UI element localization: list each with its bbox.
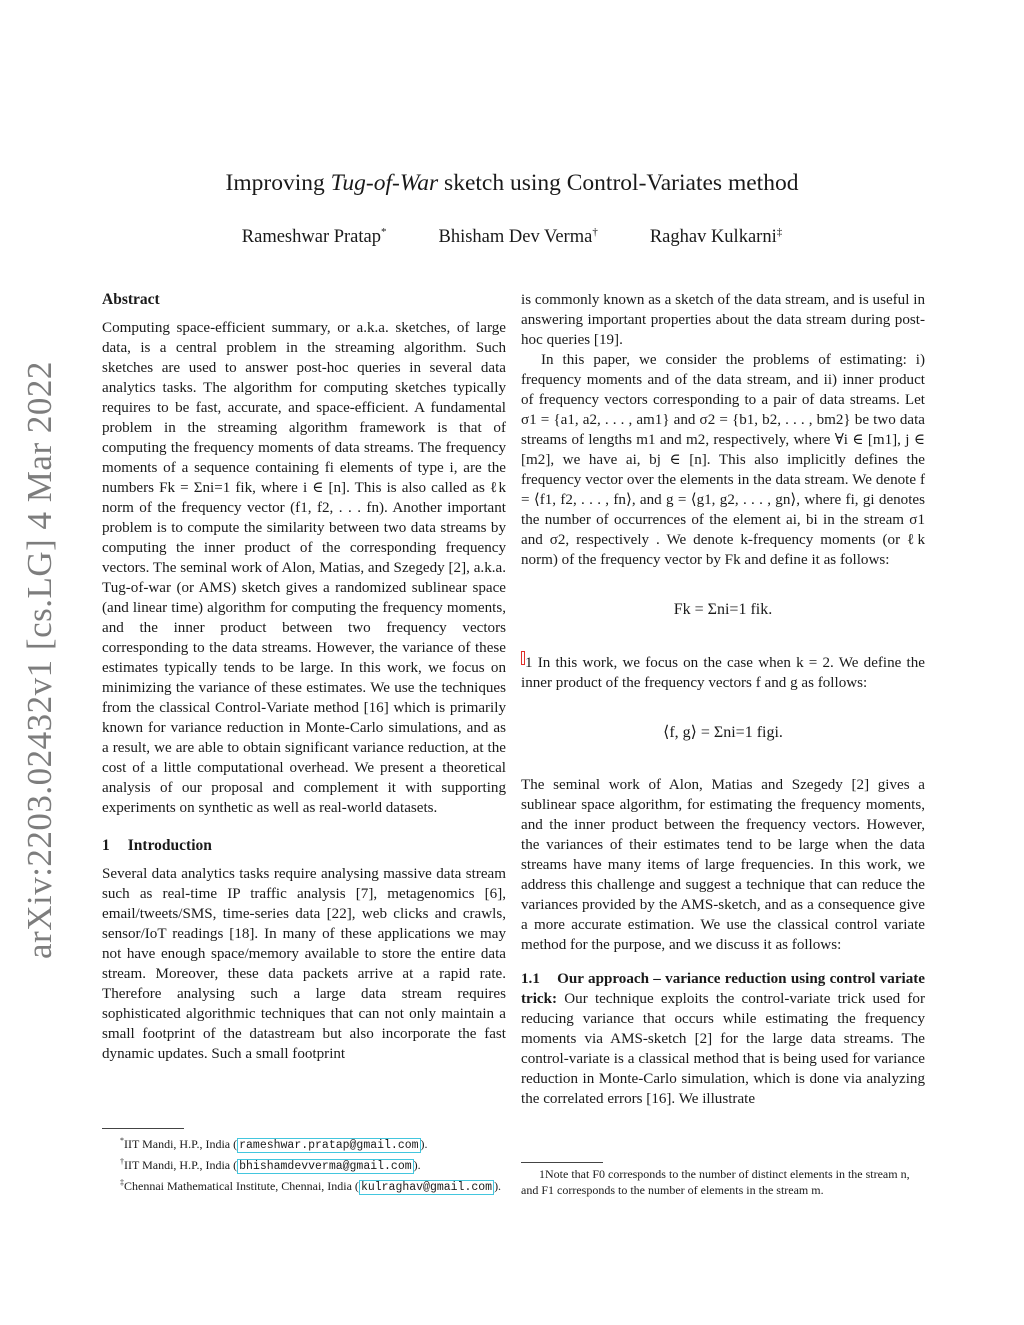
footnote: 1Note that F0 corresponds to the number of distinct elements in the stream n, and F1 corresponds to the number of elements in the stream m. — [521, 1167, 910, 1197]
abstract-text: Computing space-efficient summary, or a.k.a. sketches, of large data, is a central problem in the streaming algorithm. Such sketches are used to answer post-hoc queries in several data analytics tasks. The algorithm for computing sketches typically requires to be fast, accurate, and space-efficient. A fundamental problem in the streaming algorithm framework is that of computing the frequency moments of data streams. The frequency moments of a sequence containing fi elements of type i, are the numbers Fk = Σni=1 fik, where i ∈ [n]. This is also called as ℓk norm of the frequency vector (f1, f2, . . . fn). Another important problem is to compute the similarity between two data streams by computing the inner product of the corresponding frequency vectors. The seminal work of Alon, Matias, and Szegedy [2], a.k.a. Tug-of-war (or AMS) sketch gives a randomized sublinear space (and linear time) algorithm for computing the frequency moments, and the inner product between two frequency vectors corresponding to the data streams. However, the variance of these estimates typically tends to be large. In this work, we focus on minimizing the variance of these estimates. We use the techniques from the classical Control-Variate method [16] which is primarily known for variance reduction in Monte-Carlo simulations, and as a result, we are able to obtain significant variance reduction, at the cost of a little computational overhead. We present a theoretical analysis of our proposal and complement it with supporting experiments on synthetic as well as real-world datasets. — [102, 320, 506, 816]
equation-frequency-moment: Fk = Σni=1 fik. — [673, 601, 773, 618]
paragraph: The seminal work of Alon, Matias and Szegedy [2] gives a sublinear space algorithm, for estimating the frequency moments, and the inner product between the frequency vectors. However, the variances of their estimates tend to be large when the data streams have many items of large frequencies. In this work, we address this challenge and suggest a technique that can reduce the variances provided by the AMS-sketch, and as a consequence give a more accurate estimation. We use the classical control variate method for the purpose, and we discuss it as follows: — [521, 777, 925, 954]
section-heading: 1 Introduction — [102, 837, 212, 854]
author: Raghav Kulkarni‡ — [649, 226, 783, 248]
paragraph: 1 In this work, we focus on the case when k = 2. We define the inner product of the frequency vectors f and g as follows: — [521, 652, 925, 693]
left-column — [102, 290, 506, 1064]
paragraph: In this paper, we consider the problems of estimating: i) frequency moments and of the data stream, and ii) inner product of frequency vectors corresponding to a pair of data streams. Let σ1 = {a1, a2, . . . , am1} and σ2 = {b1, b2, . . . , bm2} be two data streams of lengths m1 and m2, respectively, where ∀i ∈ [m1], j ∈ [m2], we have ai, bj ∈ [n]. This also implicitly defines the frequency vector over the elements in the data stream. We denote f = ⟨f1, f2, . . . , fn⟩, and g = ⟨g1, g2, . . . , gn⟩, where fi, gi denotes the number of occurrences of the element ai, bi in the stream σ1 and σ2, respectively . We denote k-frequency moments (or ℓk norm) of the frequency vector by Fk and define it as follows: — [521, 352, 925, 568]
footnote: †IIT Mandi, H.P., India ( bhishamdevverma@gmail.com ). — [120, 1157, 421, 1173]
footnote-rule — [102, 1128, 184, 1129]
author: Bhisham Dev Verma† — [438, 226, 598, 248]
arxiv-sidebar-id: arXiv:2203.02432v1 [cs.LG] 4 Mar 2022 — [20, 361, 59, 959]
paragraph: is commonly known as a sketch of the data stream, and is useful in answering important properties about the data stream during post-hoc queries [19]. — [521, 292, 925, 348]
footnote-rule — [521, 1162, 603, 1163]
equation-inner-product: ⟨f, g⟩ = Σni=1 figi. — [663, 724, 783, 742]
footnote: *IIT Mandi, H.P., India ( rameshwar.pratap@gmail.com ). — [120, 1136, 428, 1152]
email-link[interactable]: kulraghav@gmail.com — [360, 1181, 493, 1194]
author-list — [0, 226, 1024, 248]
email-link[interactable]: rameshwar.pratap@gmail.com — [239, 1139, 419, 1152]
footnotes-left — [102, 1133, 512, 1196]
footnotes-right — [521, 1166, 925, 1198]
right-column — [521, 290, 925, 1109]
abstract-heading: Abstract — [102, 291, 160, 308]
footnote: ‡Chennai Mathematical Institute, Chennai, India ( kulraghav@gmail.com ). — [120, 1178, 502, 1194]
subsection-paragraph: 1.1 Our approach – variance reduction using control variate trick: Our technique exploits the control-variate trick used for reducing variance that occurs while estimating the frequency moments via AMS-sketch [2] for the large data streams. The control-variate is a classical method that is being used for variance reduction in Monte-Carlo simulation, which is done via analyzing the correlated errors [16]. We illustrate — [521, 971, 925, 1108]
email-link[interactable]: bhishamdevverma@gmail.com — [239, 1160, 412, 1173]
author: Rameshwar Pratap* — [241, 226, 387, 248]
paper-title: Improving Tug-of-War sketch using Control-Variates method — [225, 170, 799, 196]
subsection-heading: 1.1 Our approach – variance reduction using control variate trick: — [521, 971, 925, 1008]
intro-paragraph: Several data analytics tasks require analysing massive data stream such as real-time IP traffic analysis [7], metagenomics [6], email/tweets/SMS, time-series data [22], web clicks and crawls, sensor/IoT readings [18]. In many of these applications we may not have enough space/memory available to store the entire data stream. Moreover, these data packets arrive at a rapid rate. Therefore analysing such a large data stream requires sophisticated algorithmic techniques that can not only maintain a small footprint of the datastream but also incorporate the fast dynamic updates. Such a small footprint — [102, 866, 506, 1062]
